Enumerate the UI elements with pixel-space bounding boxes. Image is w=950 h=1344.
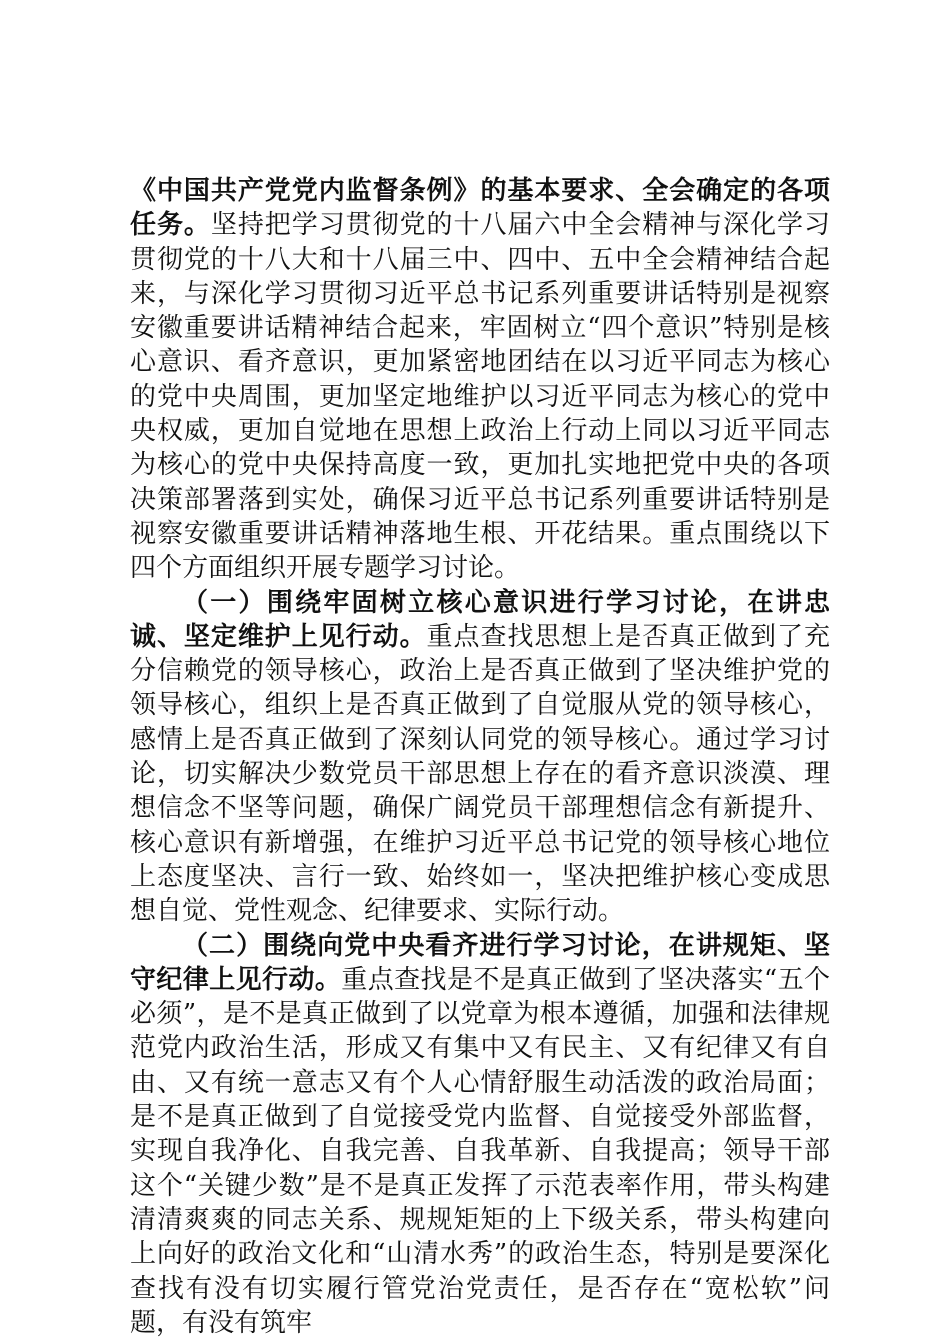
- paragraph-3-heading: （二）围绕向党中央看齐进行学习讨论，在讲规矩、坚守纪律上见行动。: [130, 930, 830, 995]
- paragraph-1-lead: 《中国共产党党内监督条例》的基本要求、全会确定的各项任务。: [130, 176, 830, 241]
- paragraph-3: [130, 929, 830, 1341]
- paragraph-3-text: 重点查找是不是真正做到了坚决落实“五个必须”，是不是真正做到了以党章为根本遵循，加强和法律规范党内政治生活，形成又有集中又有民主、又有纪律又有自由、又有统一意志又有个人心情舒服生动活泼的政治局面；是不是真正做到了自觉接受党内监督、自觉接受外部监督，实现自我净化、自我完善、自我革新、自我提高；领导干部这个“关键少数”是不是真正发挥了示范表率作用，带头构建清清爽爽的同志关系、规规矩矩的上下级关系，带头构建向上向好的政治文化和“山清水秀”的政治生态，特别是要深化查找有没有切实履行管党治党责任，是否存在“宽松软”问题，有没有筑牢: [130, 964, 830, 1338]
- paragraph-2-heading: （一）围绕牢固树立核心意识进行学习讨论，在讲忠诚、坚定维护上见行动。: [130, 587, 830, 652]
- paragraph-2-text: 重点查找思想上是否真正做到了充分信赖党的领导核心，政治上是否真正做到了坚决维护党的领导核心，组织上是否真正做到了自觉服从党的领导核心，感情上是否真正做到了深刻认同党的领导核心。通过学习讨论，切实解决少数党员干部思想上存在的看齐意识淡漠、理想信念不坚等问题，确保广阔党员干部理想信念有新提升、核心意识有新增强，在维护习近平总书记党的领导核心地位上态度坚决、言行一致、始终如一，坚决把维护核心变成思想自觉、党性观念、纪律要求、实际行动。: [130, 621, 830, 927]
- paragraph-2: [130, 586, 830, 929]
- paragraph-1: [130, 174, 830, 586]
- document-body: [130, 174, 830, 1340]
- paragraph-1-text: 坚持把学习贯彻党的十八届六中全会精神与深化学习贯彻党的十八大和十八届三中、四中、五中全会精神结合起来，与深化学习贯彻习近平总书记系列重要讲话特别是视察安徽重要讲话精神结合起来，牢固树立“四个意识”特别是核心意识、看齐意识，更加紧密地团结在以习近平同志为核心的党中央周围，更加坚定地维护以习近平同志为核心的党中央权威，更加自觉地在思想上政治上行动上同以习近平同志为核心的党中央保持高度一致，更加扎实地把党中央的各项决策部署落到实处，确保习近平总书记系列重要讲话特别是视察安徽重要讲话精神落地生根、开花结果。重点围绕以下四个方面组织开展专题学习讨论。: [130, 210, 830, 584]
